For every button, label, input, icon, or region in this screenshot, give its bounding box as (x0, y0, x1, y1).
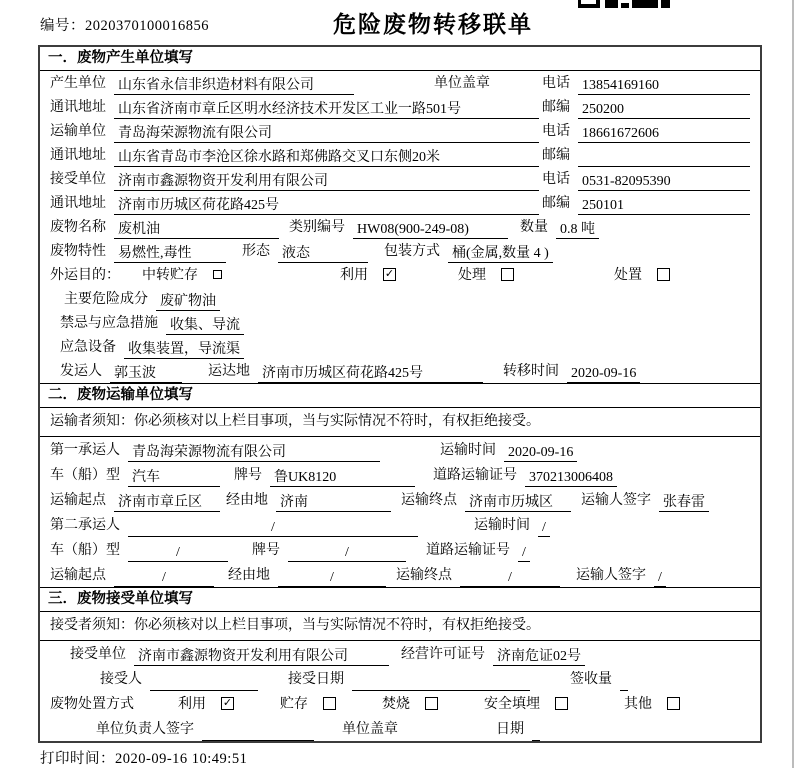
field-label: 接受单位 (50, 172, 106, 187)
form-field (401, 490, 571, 512)
field-label: 废物处置方式 (50, 697, 134, 712)
form-field (340, 265, 396, 287)
field-label: 形态 (242, 244, 270, 259)
form-field (474, 515, 550, 537)
form-field (440, 440, 577, 462)
field-value: / (128, 518, 418, 537)
form-field (178, 694, 234, 716)
form-row (40, 437, 760, 462)
field-value: 济南市鑫源物资开发利用有限公司 (134, 647, 389, 666)
section-transporter (40, 383, 760, 587)
field-label: 外运目的： (50, 268, 120, 283)
field-label: 单位盖章 (434, 76, 490, 91)
checkbox-icon (425, 697, 438, 710)
field-value: 废矿物油 (156, 292, 220, 311)
field-value: 济南市历城区荷花路425号 (114, 196, 539, 215)
document-header (0, 0, 796, 42)
form-field (542, 121, 750, 143)
form-field (242, 241, 368, 263)
field-value (620, 672, 628, 691)
form-field (60, 337, 244, 359)
field-label: 接受人 (100, 672, 142, 687)
field-label: 第二承运人 (50, 518, 120, 533)
manifest-number-value: 2020370100016856 (85, 18, 209, 34)
field-value: 收集、导流 (166, 316, 244, 335)
field-label: 运达地 (208, 364, 250, 379)
form-field (70, 644, 389, 666)
field-label: 运输时间 (440, 443, 496, 458)
checkbox-icon (323, 697, 336, 710)
form-field (433, 465, 617, 487)
form-field (234, 465, 415, 487)
field-label: 经营许可证号 (401, 647, 485, 662)
field-value: 青岛海荣源物流有限公司 (114, 124, 539, 143)
page-title: 危险废物转移联单 (333, 11, 533, 37)
field-label: 转移时间 (503, 364, 559, 379)
form-field (50, 145, 539, 167)
form-field (50, 97, 539, 119)
form-row (40, 335, 760, 359)
field-value: 18661672606 (578, 124, 750, 143)
field-label: 第一承运人 (50, 443, 120, 458)
form-field (576, 565, 666, 587)
field-value: 山东省永信非织造材料有限公司 (114, 76, 354, 95)
form-row (40, 716, 760, 741)
form-row (40, 512, 760, 537)
form-row (40, 562, 760, 587)
form-field (624, 694, 680, 716)
field-label: 运输人签字 (581, 493, 651, 508)
manifest-form (38, 45, 762, 743)
form-row (40, 359, 760, 383)
form-field (226, 490, 391, 512)
notice-row (40, 612, 760, 641)
form-row (40, 239, 760, 263)
form-field (96, 719, 314, 741)
field-label: 废物名称 (50, 220, 106, 235)
form-field (458, 265, 514, 287)
form-field (426, 540, 530, 562)
field-value: 收集装置，导流渠 (124, 340, 244, 359)
field-value: 山东省济南市章丘区明水经济技术开发区工业一路501号 (114, 100, 539, 119)
field-label: 通讯地址 (50, 100, 106, 115)
field-label: 数量 (520, 220, 548, 235)
print-time (40, 747, 247, 768)
page-edge-line (792, 0, 794, 768)
field-value: 0531-82095390 (578, 172, 750, 191)
field-label: 经由地 (228, 568, 270, 583)
checkbox-icon (501, 268, 514, 281)
form-field (50, 241, 226, 263)
notice-row (40, 408, 760, 437)
field-value: 250101 (578, 196, 750, 215)
form-field (64, 289, 220, 311)
form-field (50, 565, 214, 587)
field-value: / (538, 518, 550, 537)
form-field (570, 669, 628, 691)
form-field (208, 361, 483, 383)
checkbox-icon (657, 268, 670, 281)
form-row (40, 167, 760, 191)
field-label: 单位盖章 (342, 722, 398, 737)
field-value: 250200 (578, 100, 750, 119)
field-label: 运输者须知：你必须核对以上栏目事项，当与实际情况不符时，有权拒绝接受。 (50, 414, 540, 429)
field-label: 接受者须知：你必须核对以上栏目事项，当与实际情况不符时，有权拒绝接受。 (50, 618, 540, 633)
field-label: 处置 (614, 268, 642, 283)
field-label: 运输时间 (474, 518, 530, 533)
form-row (40, 215, 760, 239)
form-row (40, 641, 760, 666)
form-field (50, 615, 548, 637)
form-field (50, 265, 128, 287)
field-label: 接受单位 (70, 647, 126, 662)
form-field (289, 217, 508, 239)
form-field (503, 361, 640, 383)
field-label: 贮存 (280, 697, 308, 712)
form-row (40, 95, 760, 119)
form-row (40, 287, 760, 311)
form-row (40, 71, 760, 95)
field-value: 废机油 (114, 220, 279, 239)
form-field (542, 169, 750, 191)
field-label: 产生单位 (50, 76, 106, 91)
form-row (40, 119, 760, 143)
form-field (581, 490, 709, 512)
form-field (228, 565, 386, 587)
field-label: 电话 (542, 172, 570, 187)
form-field (384, 241, 553, 263)
field-label: 电话 (542, 124, 570, 139)
checkbox-icon (213, 270, 222, 279)
field-value (578, 148, 750, 167)
field-value (532, 722, 540, 741)
field-label: 应急设备 (60, 340, 116, 355)
form-field (50, 465, 220, 487)
field-value: / (654, 568, 666, 587)
checkbox-checked-icon: ✓ (222, 697, 233, 709)
form-row (40, 263, 760, 287)
field-label: 焚烧 (382, 697, 410, 712)
field-value: / (460, 568, 560, 587)
field-value: HW08(900-249-08) (353, 220, 508, 239)
form-field (280, 694, 336, 716)
field-label: 包装方式 (384, 244, 440, 259)
field-value: / (518, 543, 530, 562)
field-label: 禁忌与应急措施 (60, 316, 158, 331)
form-field (496, 719, 540, 741)
form-row (40, 487, 760, 512)
checkbox-icon (667, 697, 680, 710)
form-field (100, 669, 258, 691)
form-field (50, 515, 418, 537)
field-value: 370213006408 (525, 468, 617, 487)
form-field (434, 73, 498, 95)
field-value: 0.8 吨 (556, 220, 599, 239)
field-label: 其他 (624, 697, 652, 712)
field-value (202, 722, 314, 741)
field-label: 邮编 (542, 196, 570, 211)
field-label: 处理 (458, 268, 486, 283)
form-field (484, 694, 568, 716)
field-value (150, 672, 258, 691)
field-value: 鲁UK8120 (270, 468, 415, 487)
section-title: 三．废物接受单位填写 (40, 588, 760, 612)
field-label: 发运人 (60, 364, 102, 379)
field-value: 2020-09-16 (567, 364, 640, 383)
form-field (50, 121, 539, 143)
field-label: 废物特性 (50, 244, 106, 259)
field-value: 济南市历城区 (465, 493, 571, 512)
field-label: 牌号 (234, 468, 262, 483)
field-value: 张春雷 (659, 493, 709, 512)
form-field (50, 694, 142, 716)
field-value (352, 672, 530, 691)
field-label: 邮编 (542, 100, 570, 115)
form-field (60, 361, 182, 383)
field-label: 道路运输证号 (433, 468, 517, 483)
section-title: 二．废物运输单位填写 (40, 384, 760, 408)
form-field (401, 644, 585, 666)
form-field (382, 694, 438, 716)
form-field (50, 490, 220, 512)
manifest-number-label: 编号： (40, 18, 85, 34)
form-row (40, 311, 760, 335)
field-label: 电话 (542, 76, 570, 91)
field-label: 车（船）型 (50, 543, 120, 558)
field-label: 中转贮存 (142, 268, 198, 283)
field-label: 经由地 (226, 493, 268, 508)
form-row (40, 537, 760, 562)
form-field (542, 193, 750, 215)
field-value: 郭玉波 (110, 364, 182, 383)
form-row (40, 143, 760, 167)
form-field (142, 265, 222, 287)
print-time-label: 打印时间： (40, 751, 115, 767)
print-time-value: 2020-09-16 10:49:51 (115, 751, 248, 767)
field-label: 运输终点 (396, 568, 452, 583)
form-field (520, 217, 599, 239)
section-receiver (40, 587, 760, 741)
form-field (50, 540, 228, 562)
form-field (50, 169, 539, 191)
field-value: 济南市章丘区 (114, 493, 220, 512)
field-label: 运输起点 (50, 493, 106, 508)
form-field (288, 669, 530, 691)
checkbox-checked-icon: ✓ (384, 268, 395, 280)
form-field (50, 73, 354, 95)
field-value: 济南市历城区荷花路425号 (258, 364, 483, 383)
field-label: 接受日期 (288, 672, 344, 687)
form-field (60, 313, 244, 335)
field-label: 主要危险成分 (64, 292, 148, 307)
field-label: 日期 (496, 722, 524, 737)
field-value: 液态 (278, 244, 368, 263)
qr-code-fragment-icon (578, 0, 670, 8)
field-label: 道路运输证号 (426, 543, 510, 558)
field-label: 运输终点 (401, 493, 457, 508)
field-value: 汽车 (128, 468, 220, 487)
form-field (50, 411, 548, 433)
checkbox-icon (555, 697, 568, 710)
field-value: 济南危证02号 (493, 647, 585, 666)
form-row (40, 462, 760, 487)
section-producer (40, 47, 760, 383)
form-field (396, 565, 560, 587)
field-label: 单位负责人签字 (96, 722, 194, 737)
form-field (542, 97, 750, 119)
field-value: 济南 (276, 493, 391, 512)
field-value: 桶(金属,数量 4 ) (448, 244, 553, 263)
field-value: / (128, 543, 228, 562)
form-field (542, 73, 750, 95)
field-value: 易燃性,毒性 (114, 244, 226, 263)
field-value: 济南市鑫源物资开发利用有限公司 (114, 172, 539, 191)
field-label: 邮编 (542, 148, 570, 163)
field-value: / (278, 568, 386, 587)
section-title: 一．废物产生单位填写 (40, 47, 760, 71)
field-label: 类别编号 (289, 220, 345, 235)
form-field (614, 265, 670, 287)
form-field (342, 719, 406, 741)
field-label: 利用 (178, 697, 206, 712)
field-value: 山东省青岛市李沧区徐水路和郑佛路交叉口东侧20米 (114, 148, 539, 167)
form-field (50, 217, 279, 239)
field-label: 签收量 (570, 672, 612, 687)
field-value: 13854169160 (578, 76, 750, 95)
field-label: 通讯地址 (50, 196, 106, 211)
form-field (542, 145, 750, 167)
field-label: 运输起点 (50, 568, 106, 583)
field-label: 车（船）型 (50, 468, 120, 483)
field-label: 运输单位 (50, 124, 106, 139)
field-value: / (288, 543, 406, 562)
field-label: 通讯地址 (50, 148, 106, 163)
form-field (252, 540, 406, 562)
field-value: 2020-09-16 (504, 443, 577, 462)
field-label: 牌号 (252, 543, 280, 558)
form-field (50, 440, 380, 462)
field-label: 安全填埋 (484, 697, 540, 712)
form-row (40, 191, 760, 215)
form-row (40, 666, 760, 691)
field-label: 利用 (340, 268, 368, 283)
form-row (40, 691, 760, 716)
field-value: 青岛海荣源物流有限公司 (128, 443, 380, 462)
form-field (50, 193, 539, 215)
field-value: / (114, 568, 214, 587)
field-label: 运输人签字 (576, 568, 646, 583)
